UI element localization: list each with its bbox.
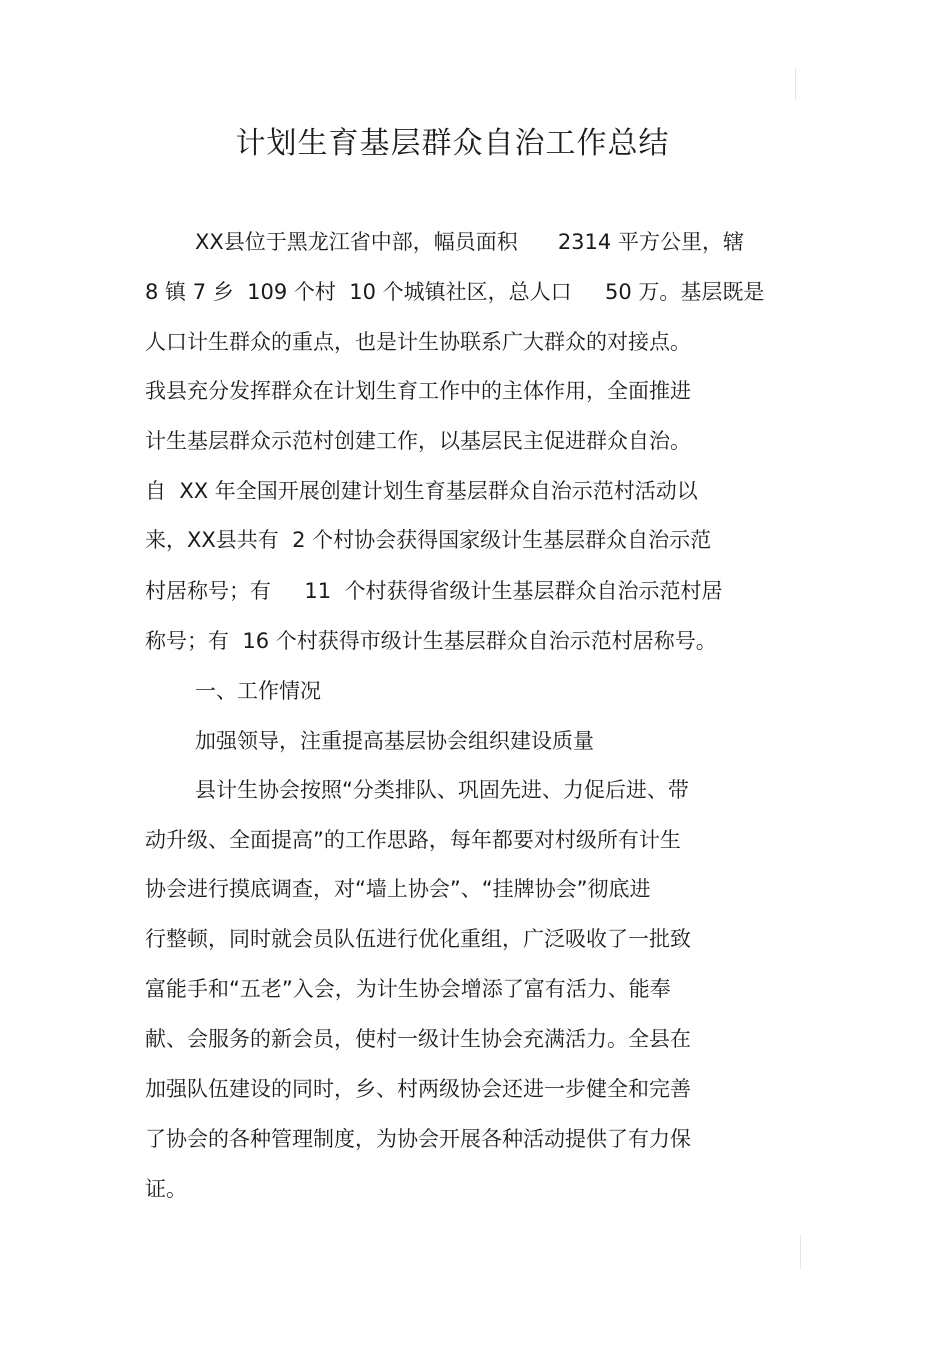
page-edge-mark-top <box>795 68 796 100</box>
intro-line: 自 XX 年全国开展创建计划生育基层群众自治示范村活动以 <box>145 479 698 503</box>
body-line: 了协会的各种管理制度，为协会开展各种活动提供了有力保 <box>145 1127 691 1151</box>
document-title: 计划生育基层群众自治工作总结 <box>235 126 670 161</box>
section-heading: 一、工作情况 <box>195 679 321 703</box>
body-line: 县计生协会按照“分类排队、巩固先进、力促后进、带 <box>195 778 689 802</box>
intro-line: 村居称号；有 11 个村获得省级计生基层群众自治示范村居 <box>145 579 723 603</box>
body-line: 行整顿，同时就会员队伍进行优化重组，广泛吸收了一批致 <box>145 927 691 951</box>
body-line: 富能手和“五老”入会，为计生协会增添了富有活力、能奉 <box>145 977 671 1001</box>
page-edge-mark-bottom <box>800 1235 801 1269</box>
intro-line: XX县位于黑龙江省中部，幅员面积 2314 平方公里，辖 <box>195 230 744 254</box>
body-line: 献、会服务的新会员，使村一级计生协会充满活力。全县在 <box>145 1027 691 1051</box>
intro-line: 人口计生群众的重点，也是计生协联系广大群众的对接点。 <box>145 330 691 354</box>
body-line: 协会进行摸底调查，对“墙上协会”、“挂牌协会”彻底进 <box>145 877 651 901</box>
intro-line: 来，XX县共有 2 个村协会获得国家级计生基层群众自治示范 <box>145 528 712 552</box>
intro-line: 称号；有 16 个村获得市级计生基层群众自治示范村居称号。 <box>145 629 717 653</box>
body-line: 证。 <box>145 1177 187 1201</box>
intro-line: 计生基层群众示范村创建工作，以基层民主促进群众自治。 <box>145 429 691 453</box>
body-line: 加强队伍建设的同时，乡、村两级协会还进一步健全和完善 <box>145 1077 691 1101</box>
body-line: 动升级、全面提高”的工作思路，每年都要对村级所有计生 <box>145 828 681 852</box>
intro-line: 8 镇 7 乡 109 个村 10 个城镇社区，总人口 50 万。基层既是 <box>145 280 765 304</box>
subheading: 加强领导，注重提高基层协会组织建设质量 <box>195 729 594 753</box>
intro-line: 我县充分发挥群众在计划生育工作中的主体作用，全面推进 <box>145 379 691 403</box>
